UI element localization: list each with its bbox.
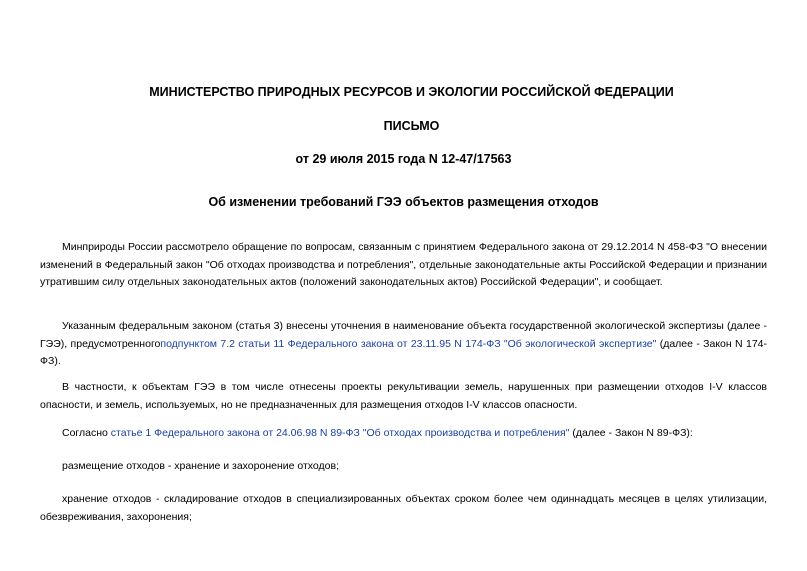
- paragraph-law-174-text-before: Указанным федеральным законом (статья 3) внесены уточнения в наименование объекта государственной экологической экспертизы (далее - ГЭЭ), предусмотренного: [40, 320, 767, 350]
- paragraph-law-89-text-before: Согласно: [62, 427, 111, 439]
- paragraph-definition-placement: размещение отходов - хранение и захоронение отходов;: [62, 460, 340, 472]
- paragraph-intro: Минприроды России рассмотрело обращение по вопросам, связанным с принятием Федерального закона от 29.12.2014 N 458-ФЗ "О внесении изменений в Федеральный закон "Об отходах производства и потребления", отдельные законодательные акты Российской Федерации и признании утратившим силу отдельных законодательных актов (положений законодательных актов) Российской Федерации", и сообщает.: [40, 241, 767, 288]
- paragraph-gee-objects: В частности, к объектам ГЭЭ в том числе отнесены проекты рекультивации земель, нарушенных при размещении отходов I-V классов опасности, и земель, используемых, но не предназначенных для размещения отходов I-V классов опасности.: [40, 381, 767, 411]
- law-174-article-11-link[interactable]: подпунктом 7.2 статьи 11 Федерального закона от 23.11.95 N 174-ФЗ "Об экологической экспертизе": [160, 337, 657, 350]
- document-date-number: от 29 июля 2015 года N 12-47/17563: [295, 152, 512, 166]
- document-subject: Об изменении требований ГЭЭ объектов размещения отходов: [208, 195, 599, 209]
- document-type-heading: ПИСЬМО: [383, 119, 440, 133]
- paragraph-law-174: [40, 318, 767, 371]
- paragraph-law-174-text-after: (далее - Закон N 174-ФЗ).: [40, 337, 767, 367]
- law-89-article-1-link[interactable]: статье 1 Федерального закона от 24.06.98 N 89-ФЗ "Об отходах производства и потребления": [110, 427, 570, 439]
- paragraph-law-89: [40, 425, 767, 443]
- paragraph-definition-storage: хранение отходов - складирование отходов в специализированных объектах сроком более чем одиннадцать месяцев в целях утилизации, обезвреживания, захоронения;: [40, 493, 767, 523]
- ministry-heading: МИНИСТЕРСТВО ПРИРОДНЫХ РЕСУРСОВ И ЭКОЛОГИИ РОССИЙСКОЙ ФЕДЕРАЦИИ: [149, 85, 674, 99]
- paragraph-law-89-text-after: (далее - Закон N 89-ФЗ):: [569, 427, 693, 439]
